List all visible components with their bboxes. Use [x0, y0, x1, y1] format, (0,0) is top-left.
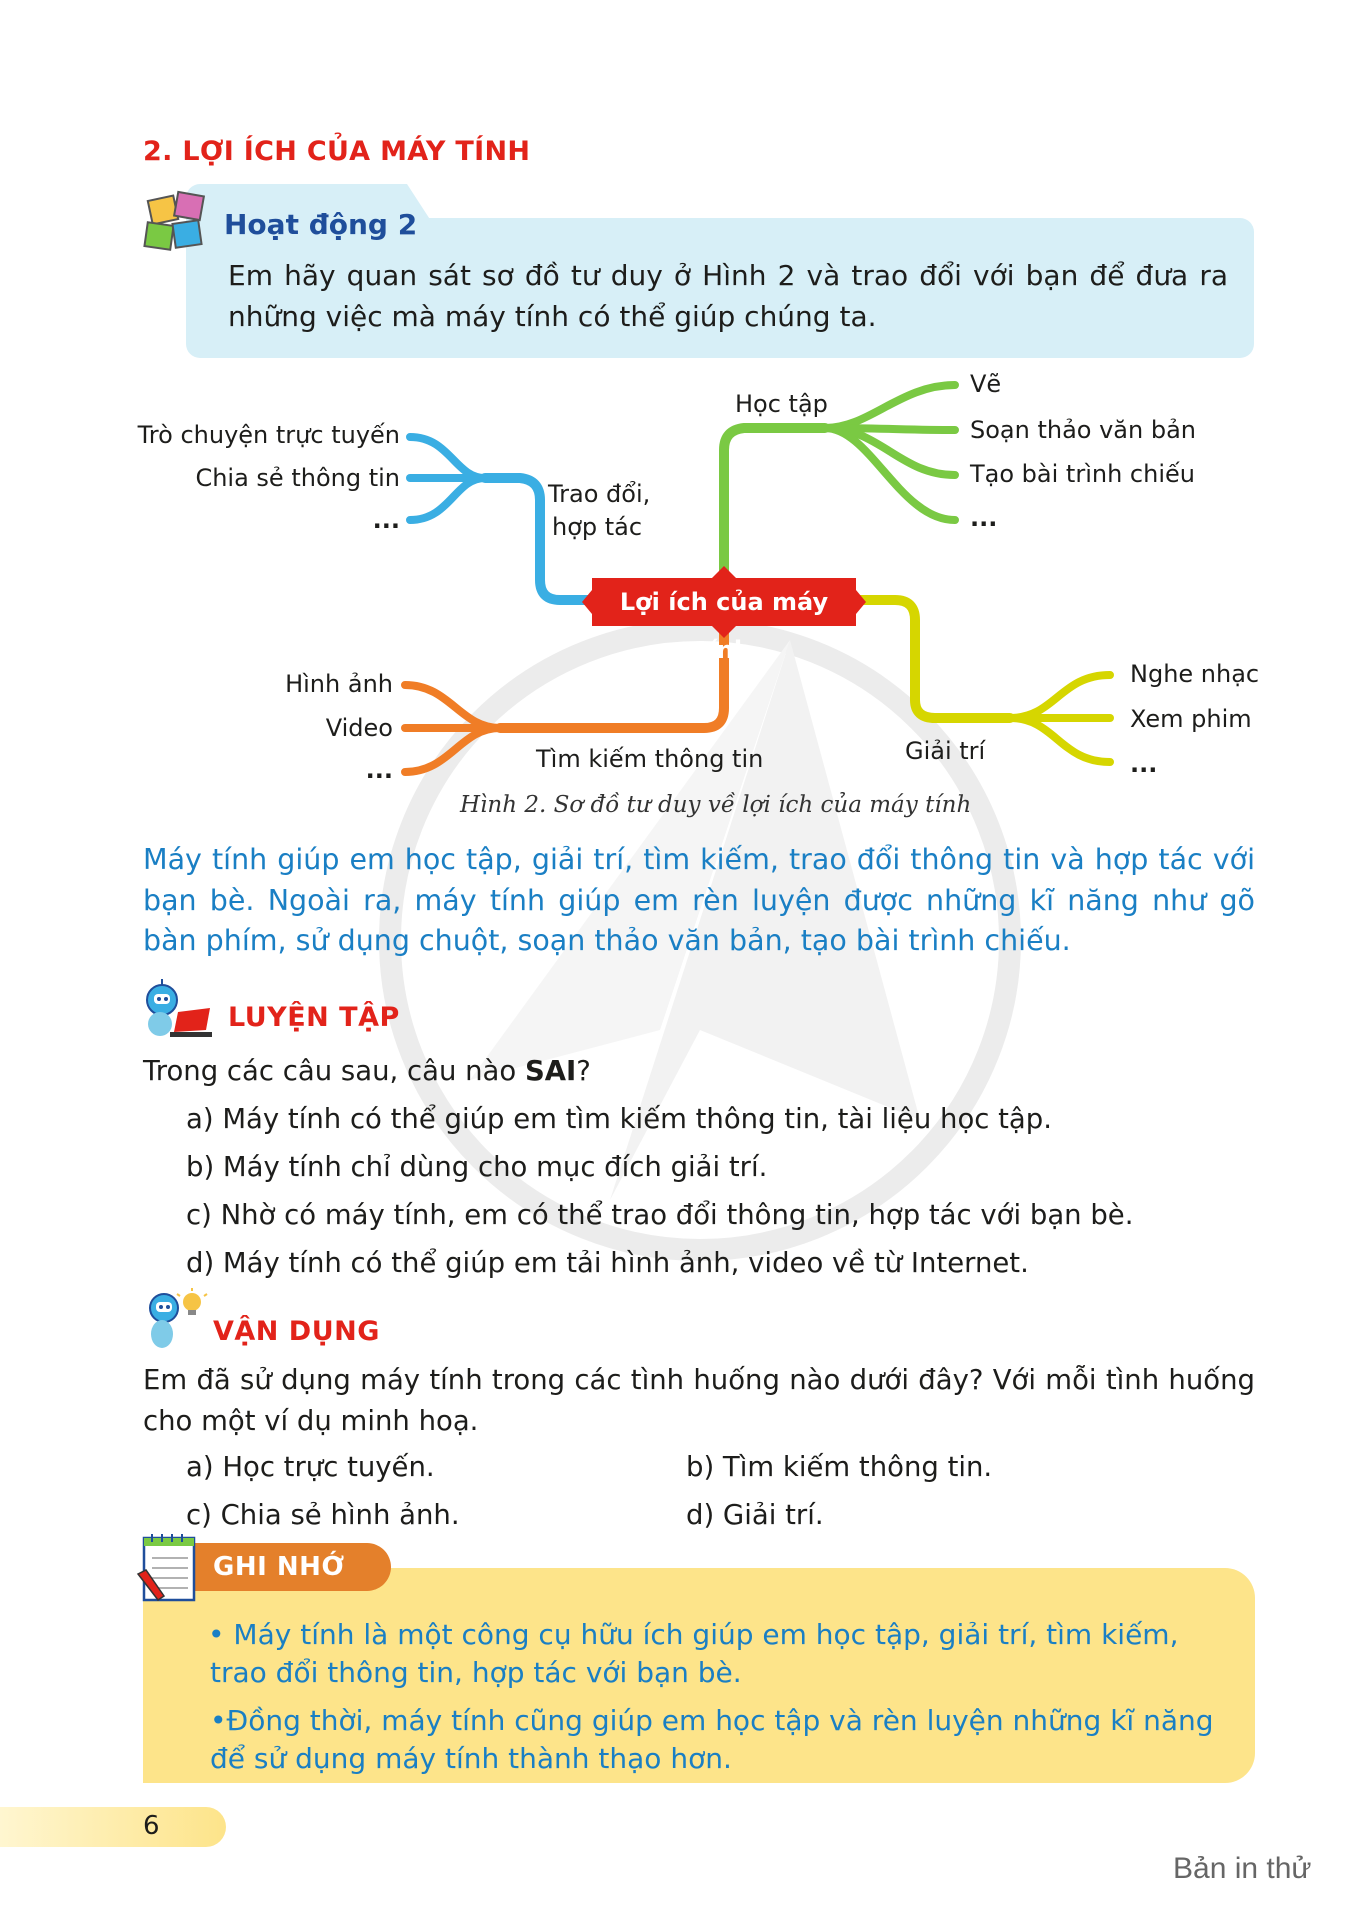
mindmap-item: Hình ảnh	[285, 670, 393, 698]
remember-point-text: Máy tính là một công cụ hữu ích giúp em học tập, giải trí, tìm kiếm, trao đổi thông tin, hợp tác với bạn bè.	[210, 1618, 1179, 1689]
bullet-icon: •	[210, 1704, 227, 1737]
apply-option-b: b) Tìm kiếm thông tin.	[686, 1451, 993, 1483]
figure-caption: Hình 2. Sơ đồ tư duy về lợi ích của máy tính	[460, 792, 972, 818]
practice-option-c: c) Nhờ có máy tính, em có thể trao đổi thông tin, hợp tác với bạn bè.	[186, 1199, 1134, 1231]
mindmap-item: ...	[970, 504, 998, 532]
practice-option-a: a) Máy tính có thể giúp em tìm kiếm thông tin, tài liệu học tập.	[186, 1103, 1052, 1135]
apply-option-a: a) Học trực tuyến.	[186, 1451, 435, 1483]
practice-question-emphasis: SAI	[524, 1055, 577, 1087]
practice-title: LUYỆN TẬP	[228, 1002, 400, 1033]
remember-point-2	[210, 1702, 1220, 1778]
remember-point-text: Đồng thời, máy tính cũng giúp em học tập và rèn luyện những kĩ năng để sử dụng máy tính thành thạo hơn.	[210, 1704, 1214, 1775]
mindmap-item: Nghe nhạc	[1130, 660, 1260, 688]
remember-point-1	[210, 1616, 1220, 1692]
mindmap-center-node: Lợi ích của máy tính	[592, 578, 856, 626]
apply-question: Em đã sử dụng máy tính trong các tình huống nào dưới đây? Với mỗi tình huống cho một ví dụ minh hoạ.	[143, 1364, 1255, 1437]
mindmap-branch-label-line2: hợp tác	[552, 513, 643, 541]
mindmap-item: ...	[365, 756, 393, 784]
draft-label: Bản in thử	[1173, 1852, 1312, 1885]
mindmap-item: ...	[1130, 750, 1158, 778]
page-number-band	[0, 1807, 226, 1847]
mindmap-item: Video	[325, 714, 393, 742]
activity-label: Hoạt động 2	[224, 208, 418, 241]
section-title: 2. LỢI ÍCH CỦA MÁY TÍNH	[143, 136, 531, 167]
robot-laptop-icon	[140, 978, 216, 1040]
summary-paragraph: Máy tính giúp em học tập, giải trí, tìm kiếm, trao đổi thông tin và hợp tác với bạn bè. Ngoài ra, máy tính giúp em rèn luyện được những kĩ năng như gõ bàn phím, sử dụng chuột, soạn thảo văn bản, tạo bài trình chiếu.	[143, 843, 1255, 957]
practice-question	[143, 1052, 591, 1090]
mindmap-item: Xem phim	[1130, 705, 1252, 733]
practice-question-suffix: ?	[576, 1055, 591, 1087]
robot-lightbulb-icon	[140, 1288, 210, 1352]
page-number: 6	[143, 1811, 160, 1841]
mindmap-item: Trò chuyện trực tuyến	[137, 421, 400, 449]
activity-text: Em hãy quan sát sơ đồ tư duy ở Hình 2 và trao đổi với bạn để đưa ra những việc mà máy tính có thể giúp chúng ta.	[228, 259, 1228, 333]
practice-question-prefix: Trong các câu sau, câu nào	[143, 1055, 525, 1087]
mindmap-branch-label: Tìm kiếm thông tin	[536, 745, 764, 773]
mindmap-branch-label: Giải trí	[905, 737, 986, 765]
mindmap-branch-label-line1: Trao đổi,	[548, 480, 651, 508]
practice-option-b: b) Máy tính chỉ dùng cho mục đích giải trí.	[186, 1151, 768, 1183]
notepad-icon	[134, 1530, 202, 1604]
mindmap-item: ...	[372, 506, 400, 534]
mindmap-item: Tạo bài trình chiếu	[970, 460, 1195, 488]
apply-option-c: c) Chia sẻ hình ảnh.	[186, 1499, 460, 1531]
mindmap-item: Vẽ	[970, 370, 1002, 398]
bullet-icon: •	[208, 1618, 234, 1651]
mindmap-item: Chia sẻ thông tin	[195, 464, 400, 492]
apply-option-d: d) Giải trí.	[686, 1499, 824, 1531]
mindmap-item: Soạn thảo văn bản	[970, 416, 1197, 444]
apply-title: VẬN DỤNG	[213, 1316, 380, 1347]
practice-option-d: d) Máy tính có thể giúp em tải hình ảnh, video về từ Internet.	[186, 1247, 1029, 1279]
remember-title: GHI NHỚ	[213, 1552, 345, 1582]
mindmap-branch-label: Học tập	[735, 390, 828, 418]
